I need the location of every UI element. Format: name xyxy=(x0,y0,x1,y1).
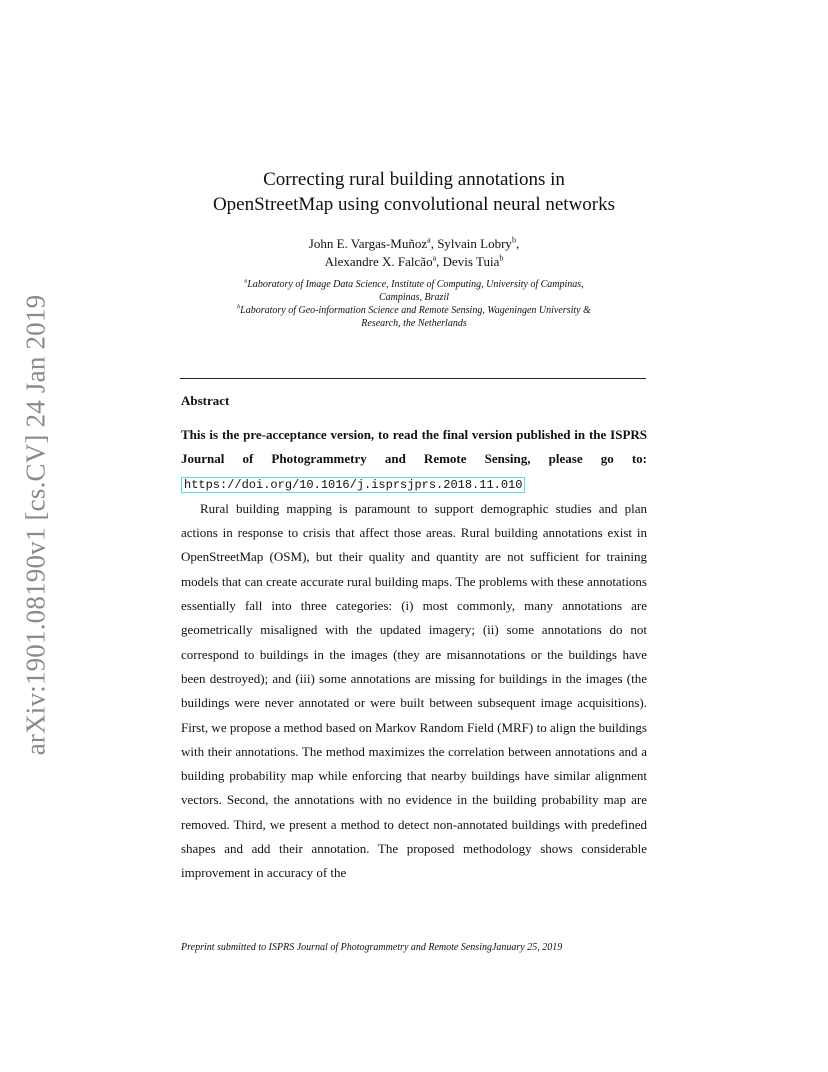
author-name: Sylvain Lobry xyxy=(437,236,512,251)
affiliation-text: Laboratory of Image Data Science, Institute of Computing, University of Campinas, xyxy=(247,279,584,290)
pre-acceptance-notice xyxy=(181,423,647,497)
notice-text: This is the pre-acceptance version, to read the final version published in the ISPRS Journal of Photogrammetry and Remote Sensing, please go to: xyxy=(181,427,647,467)
affiliation-list xyxy=(182,278,646,330)
affiliation-text: Campinas, Brazil xyxy=(378,292,449,303)
author-line-1: John E. Vargas-Muñoz$^a$, Sylvain Lobry$^b$, xyxy=(308,235,520,251)
abstract-body xyxy=(181,423,647,886)
author-name: Alexandre X. Falcão xyxy=(324,254,433,269)
arxiv-identifier: arXiv:1901.08190v1 [cs.CV] 24 Jan 2019 xyxy=(20,294,51,756)
affiliation-mark: b xyxy=(237,304,241,311)
horizontal-rule xyxy=(180,378,646,379)
title-line-1: Correcting rural building annotations in xyxy=(263,169,565,190)
abstract-paragraph: Rural building mapping is paramount to support demographic studies and plan actions in response to crisis that affect those areas. Rural building annotations exist in OpenStreetMap (OSM), but their quality and quantity are not sufficient for training models that can create accurate rural building maps. The problems with these annotations essentially fall into three categories: (i) most commonly, many annotations are geometrically misaligned with the updated imagery; (ii) some annotations do not correspond to buildings in the images (they are misannotations or the buildings have been destroyed); and (iii) some annotations are missing for buildings in the images (the buildings were never annotated or were built between subsequent image acquisitions). First, we propose a method based on Markov Random Field (MRF) to align the buildings with their annotations. The method maximizes the correlation between annotations and a building probability map while enforcing that nearby buildings have similar alignment vectors. Second, the annotations with no evidence in the building probability map are removed. Third, we present a method to detect non-annotated buildings with predefined shapes and add their annotation. The proposed methodology shows considerable improvement in accuracy of the xyxy=(181,500,647,881)
author-affiliation-mark: a xyxy=(432,253,437,263)
affiliation-mark: a xyxy=(244,278,248,285)
affiliation-b xyxy=(182,304,646,330)
paper-title xyxy=(182,167,646,217)
author-affiliation-mark: b xyxy=(511,235,516,245)
author-affiliation-mark: b xyxy=(499,253,504,263)
affiliation-a xyxy=(182,278,646,304)
abstract-heading: Abstract xyxy=(181,393,230,408)
author-list xyxy=(182,235,646,271)
author-name: Devis Tuia xyxy=(442,254,500,269)
affiliation-text: Laboratory of Geo-information Science and Remote Sensing, Wageningen University & xyxy=(240,305,591,316)
affiliation-text: Research, the Netherlands xyxy=(361,318,467,329)
title-line-2: OpenStreetMap using convolutional neural networks xyxy=(212,194,616,215)
author-name: John E. Vargas-Muñoz xyxy=(308,236,428,251)
preprint-footer: Preprint submitted to ISPRS Journal of Photogrammetry and Remote SensingJanuary 25, 2019 xyxy=(181,942,563,953)
doi-link[interactable]: https://doi.org/10.1016/j.isprsjprs.2018.11.010 xyxy=(181,477,525,493)
author-line-2: Alexandre X. Falcão$^a$, Devis Tuia$^b$ xyxy=(324,253,504,269)
author-affiliation-mark: a xyxy=(427,235,431,245)
